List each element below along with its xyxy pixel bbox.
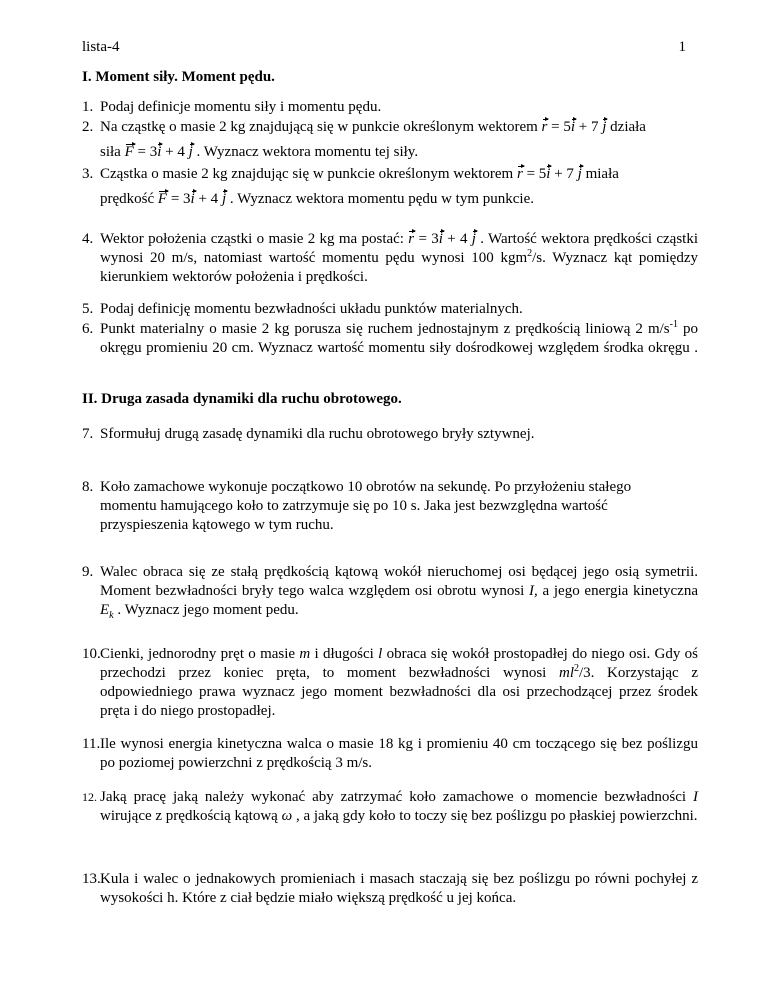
question-text: Podaj definicje momentu siły i momentu pędu. (100, 99, 382, 115)
question-number: 3. (82, 166, 94, 182)
symbol-l: l (378, 646, 383, 662)
velocity-vector: F = 3i + 4 j (157, 191, 227, 207)
question-2-cont (82, 143, 698, 162)
symbol-I: I (693, 789, 698, 805)
text-segment: . Wartość wektora prędkości cząstki wynosi 20 m/s, natomiast wartość momentu pędu wynosi 100 kgm (100, 231, 699, 266)
text-segment: /s. Wyznacz kąt pomiędzy kierunkiem wektorów położenia i prędkości. (100, 250, 698, 285)
text-segment: a jego energia kinetyczna (537, 583, 698, 599)
exponent: 2 (527, 248, 533, 259)
question-number: 13. (82, 871, 101, 887)
text-segment: Jaką pracę jaką należy wykonać aby zatrzymać koło zamachowe o momencie bezwładności (100, 789, 693, 805)
position-vector-r: r = 5i + 7 j (516, 166, 582, 182)
section-heading-1: I. Moment siły. Moment pędu. (82, 69, 275, 85)
force-vector-F: F = 3i + 4 j (124, 144, 193, 160)
text-segment: , a jaką gdy koło to toczy się bez poślizgu po płaskiej powierzchni. (292, 808, 698, 824)
trailing-dot: . (694, 340, 699, 356)
question-7 (82, 425, 698, 444)
question-number: 8. (82, 479, 94, 495)
question-text: Ile wynosi energia kinetyczna walca o masie 18 kg i promieniu 40 cm toczącego się bez poślizgu po poziomej powierzchni z prędkością 3 m/s. (100, 736, 698, 771)
position-vector-r: r = 3i + 4 j (408, 231, 476, 247)
question-text (100, 118, 698, 137)
text-segment: . Wyznacz wektora momentu pędu w tym punkcie. (226, 191, 535, 207)
text-segment: obraca się wokół prostopadłej do niego osi. Gdy oś przechodzi przez koniec pręta, to moment bezwładności wynosi (100, 646, 699, 681)
header-title: lista-4 (82, 39, 120, 55)
text-segment: Walec obraca się ze stałą prędkością kątową wokół nieruchomej osi będącej jego osią symetrii. Moment bezwładności bryły tego walca względem osi obrotu wynosi (100, 564, 698, 599)
question-text: Kula i walec o jednakowych promieniach i masach staczają się bez poślizgu po równi pochyłej z wysokości h. Które z ciał będzie miało większą prędkość u jej końca. (100, 871, 698, 906)
text-segment: Wektor położenia cząstki o masie 2 kg ma postać: (100, 231, 409, 247)
question-2 (82, 118, 698, 137)
question-8 (82, 478, 698, 535)
position-vector-r: r = 5i + 7 j (541, 119, 607, 135)
text-segment: Punkt materialny o masie 2 kg porusza się ruchem jednostajnym z prędkością liniową 2 m/s (100, 321, 670, 337)
symbol-E: E (100, 602, 110, 618)
question-number: 12. (82, 790, 97, 804)
question-number: 11. (82, 736, 101, 752)
question-text: Podaj definicję momentu bezwładności układu punktów materialnych. (100, 301, 523, 317)
question-number: 5. (82, 301, 94, 317)
question-12 (82, 788, 698, 826)
text-segment: Cienki, jednorodny pręt o masie (100, 646, 300, 662)
question-9 (82, 563, 698, 620)
symbol-I: I, (529, 583, 538, 599)
question-number: 7. (82, 426, 94, 442)
question-1 (82, 98, 698, 117)
question-number: 9. (82, 564, 94, 580)
text-segment: . Wyznacz jego moment pedu. (113, 602, 299, 618)
text-segment: siła (100, 144, 125, 160)
question-number: 2. (82, 119, 94, 135)
text-segment: działa (606, 119, 646, 135)
question-5 (82, 300, 698, 319)
question-number: 10. (82, 646, 101, 662)
text-segment: po okręgu promieniu 20 cm. Wyznacz wartość momentu siły dośrodkowej względem środka okręgu (100, 321, 699, 356)
text-segment: miała (581, 166, 619, 182)
section-heading-2: II. Druga zasada dynamiki dla ruchu obrotowego. (82, 391, 402, 407)
text-segment: Cząstka o masie 2 kg znajdując się w punkcie określonym wektorem (100, 166, 517, 182)
question-text: Sformułuj drugą zasadę dynamiki dla ruchu obrotowego bryły sztywnej. (100, 426, 535, 442)
question-11 (82, 735, 698, 773)
question-number: 6. (82, 321, 94, 337)
question-6 (82, 320, 698, 358)
exponent: 2 (573, 663, 579, 674)
question-number: 4. (82, 231, 94, 247)
text-segment: i długości (310, 646, 379, 662)
text-segment: wirujące z prędkością kątową (100, 808, 282, 824)
text-segment: prędkość (100, 191, 158, 207)
question-4 (82, 230, 698, 287)
question-3 (82, 165, 698, 184)
symbol-ml: ml (558, 665, 574, 681)
question-10 (82, 645, 698, 721)
subscript-k: k (109, 610, 114, 621)
page-number: 1 (678, 39, 686, 55)
question-number: 1. (82, 99, 94, 115)
symbol-m: m (299, 646, 311, 662)
question-text: Koło zamachowe wykonuje początkowo 10 obrotów na sekundę. Po przyłożeniu stałego momentu hamującego koło to zatrzymuje się po 10 s. Jaka jest bezwzględna wartość przyspieszenia kątowego w tym ruchu. (100, 479, 632, 533)
question-3-cont (82, 190, 698, 209)
exponent: -1 (669, 319, 678, 330)
text-segment: /3. Korzystając z odpowiedniego prawa wyznacz jego moment bezwładności dla osi przechodzącej przez środek pręta i do niego prostopadłej. (100, 665, 698, 719)
text-segment: . Wyznacz wektora momentu tej siły. (192, 144, 419, 160)
question-13 (82, 870, 698, 908)
text-segment: Na cząstkę o masie 2 kg znajdującą się w punkcie określonym wektorem (100, 119, 542, 135)
symbol-omega: ω (281, 808, 293, 824)
